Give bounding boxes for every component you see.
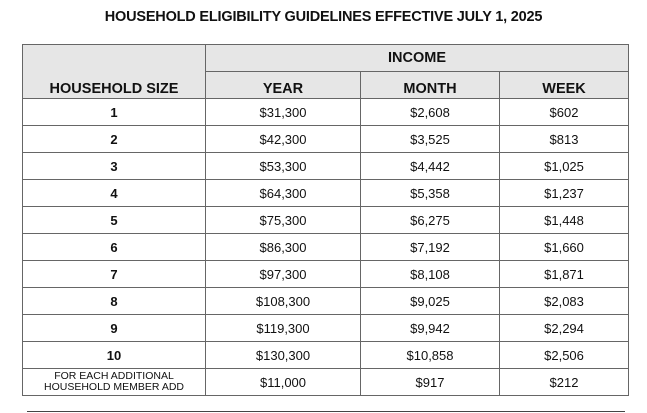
additional-member-label	[23, 369, 206, 396]
additional-week: $212	[500, 369, 629, 396]
additional-month: $917	[361, 369, 500, 396]
cell-month: $4,442	[361, 153, 500, 180]
cell-week: $1,025	[500, 153, 629, 180]
table-row	[23, 315, 629, 342]
table-row	[23, 99, 629, 126]
table-row	[23, 180, 629, 207]
income-header: INCOME	[206, 45, 629, 72]
bottom-divider	[27, 411, 625, 412]
cell-size: 10	[23, 342, 206, 369]
cell-year: $31,300	[206, 99, 361, 126]
cell-size: 9	[23, 315, 206, 342]
table-row	[23, 207, 629, 234]
cell-month: $9,942	[361, 315, 500, 342]
week-header: WEEK	[500, 72, 629, 99]
cell-week: $813	[500, 126, 629, 153]
cell-week: $2,506	[500, 342, 629, 369]
cell-month: $5,358	[361, 180, 500, 207]
cell-month: $3,525	[361, 126, 500, 153]
table-row	[23, 261, 629, 288]
cell-size: 3	[23, 153, 206, 180]
cell-week: $1,237	[500, 180, 629, 207]
cell-year: $130,300	[206, 342, 361, 369]
cell-year: $75,300	[206, 207, 361, 234]
cell-year: $86,300	[206, 234, 361, 261]
cell-size: 7	[23, 261, 206, 288]
cell-month: $10,858	[361, 342, 500, 369]
table-row-additional	[23, 369, 629, 396]
cell-week: $1,448	[500, 207, 629, 234]
month-header: MONTH	[361, 72, 500, 99]
table-row	[23, 126, 629, 153]
cell-week: $602	[500, 99, 629, 126]
additional-year: $11,000	[206, 369, 361, 396]
cell-year: $42,300	[206, 126, 361, 153]
cell-year: $97,300	[206, 261, 361, 288]
cell-month: $6,275	[361, 207, 500, 234]
table-row	[23, 342, 629, 369]
table-row	[23, 153, 629, 180]
label-line-2: HOUSEHOLD MEMBER ADD	[43, 381, 185, 393]
eligibility-table	[22, 44, 629, 396]
cell-size: 8	[23, 288, 206, 315]
cell-size: 5	[23, 207, 206, 234]
table-row	[23, 288, 629, 315]
cell-year: $53,300	[206, 153, 361, 180]
cell-month: $8,108	[361, 261, 500, 288]
cell-year: $108,300	[206, 288, 361, 315]
cell-size: 2	[23, 126, 206, 153]
cell-month: $7,192	[361, 234, 500, 261]
cell-month: $2,608	[361, 99, 500, 126]
cell-week: $2,083	[500, 288, 629, 315]
household-size-header: HOUSEHOLD SIZE	[23, 45, 206, 99]
label-line-1: FOR EACH ADDITIONAL	[54, 370, 174, 382]
page-title: HOUSEHOLD ELIGIBILITY GUIDELINES EFFECTIVE JULY 1, 2025	[104, 9, 543, 25]
cell-size: 4	[23, 180, 206, 207]
cell-week: $1,871	[500, 261, 629, 288]
cell-year: $64,300	[206, 180, 361, 207]
cell-week: $2,294	[500, 315, 629, 342]
cell-week: $1,660	[500, 234, 629, 261]
table-row	[23, 234, 629, 261]
year-header: YEAR	[206, 72, 361, 99]
cell-size: 6	[23, 234, 206, 261]
cell-size: 1	[23, 99, 206, 126]
cell-month: $9,025	[361, 288, 500, 315]
cell-year: $119,300	[206, 315, 361, 342]
